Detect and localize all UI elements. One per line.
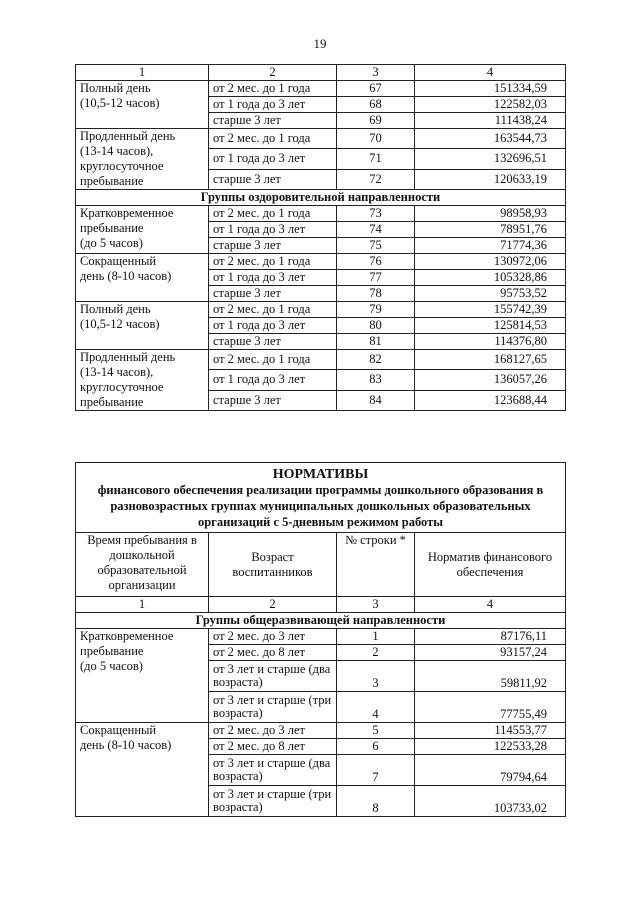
time-of-stay-line: пребывание: [80, 395, 144, 409]
column-number: 3: [337, 597, 415, 613]
line-number-cell: 68: [337, 97, 415, 113]
normative-value-cell: 111438,24: [415, 113, 566, 129]
line-number-cell: 76: [337, 254, 415, 270]
table-heading: [76, 463, 566, 533]
age-cell: от 1 года до 3 лет: [209, 318, 337, 334]
line-number-cell: 2: [337, 645, 415, 661]
age-cell: от 2 мес. до 8 лет: [209, 739, 337, 755]
normative-value-cell: 78951,76: [415, 222, 566, 238]
table-row: [76, 350, 566, 370]
age-cell: старше 3 лет: [209, 113, 337, 129]
column-numbers-row: [76, 65, 566, 81]
table-row: [76, 302, 566, 318]
age-cell: старше 3 лет: [209, 286, 337, 302]
normative-table-mixed-age: [75, 462, 566, 817]
time-of-stay-line: круглосуточное: [80, 159, 164, 173]
line-number-cell: 74: [337, 222, 415, 238]
age-cell: от 3 лет и старше (три возраста): [209, 692, 337, 723]
time-of-stay-line: (до 5 часов): [80, 659, 143, 673]
normative-value-cell: 125814,53: [415, 318, 566, 334]
column-number: 2: [209, 65, 337, 81]
line-number-cell: 80: [337, 318, 415, 334]
column-number: 1: [76, 597, 209, 613]
table-row: [76, 629, 566, 645]
time-of-stay-cell: [76, 302, 209, 350]
age-cell: от 2 мес. до 1 года: [209, 302, 337, 318]
page-number: 19: [313, 36, 327, 51]
time-of-stay-line: (13-14 часов),: [80, 365, 154, 379]
header-time-of-stay: Время пребывания в дошкольной образовательной организации: [76, 533, 209, 597]
time-of-stay-cell: [76, 254, 209, 302]
line-number-cell: 4: [337, 692, 415, 723]
line-number-cell: 69: [337, 113, 415, 129]
time-of-stay-cell: [76, 723, 209, 817]
line-number-cell: 79: [337, 302, 415, 318]
line-number-cell: 3: [337, 661, 415, 692]
section-heading: Группы общеразвивающей направленности: [76, 613, 566, 629]
normative-value-cell: 103733,02: [415, 786, 566, 817]
normative-value-cell: 98958,93: [415, 206, 566, 222]
time-of-stay-line: Сокращенный: [80, 723, 157, 737]
time-of-stay-line: Сокращенный: [80, 254, 157, 268]
time-of-stay-cell: [76, 129, 209, 190]
age-cell: старше 3 лет: [209, 390, 337, 410]
age-cell: от 3 лет и старше (три возраста): [209, 786, 337, 817]
age-cell: от 2 мес. до 1 года: [209, 206, 337, 222]
line-number-cell: 77: [337, 270, 415, 286]
column-number: 4: [415, 597, 566, 613]
time-of-stay-line: (10,5-12 часов): [80, 96, 160, 110]
normative-value-cell: 123688,44: [415, 390, 566, 410]
column-number: 3: [337, 65, 415, 81]
table-row: [76, 129, 566, 149]
time-of-stay-line: пребывание: [80, 644, 144, 658]
time-of-stay-line: Продленный день: [80, 350, 176, 364]
table-row: [76, 206, 566, 222]
line-number-cell: 1: [337, 629, 415, 645]
age-cell: от 3 лет и старше (два возраста): [209, 661, 337, 692]
age-cell: от 1 года до 3 лет: [209, 97, 337, 113]
age-cell: от 2 мес. до 3 лет: [209, 629, 337, 645]
normative-value-cell: 77755,49: [415, 692, 566, 723]
time-of-stay-cell: [76, 206, 209, 254]
normative-value-cell: 114376,80: [415, 334, 566, 350]
header-normative: Норматив финансового обеспечения: [415, 533, 566, 597]
age-cell: от 1 года до 3 лет: [209, 370, 337, 390]
age-cell: от 1 года до 3 лет: [209, 222, 337, 238]
column-number: 1: [76, 65, 209, 81]
line-number-cell: 7: [337, 755, 415, 786]
time-of-stay-line: (10,5-12 часов): [80, 317, 160, 331]
table-subtitle: финансового обеспечения реализации программы дошкольного образования в разновозрастных группах муниципальных дошкольных образовательных организаций с 5-дневным режимом работы: [97, 483, 544, 529]
age-cell: старше 3 лет: [209, 334, 337, 350]
time-of-stay-line: (до 5 часов): [80, 236, 143, 250]
time-of-stay-line: день (8-10 часов): [80, 269, 172, 283]
time-of-stay-cell: [76, 629, 209, 723]
time-of-stay-line: день (8-10 часов): [80, 738, 172, 752]
time-of-stay-line: Полный день: [80, 302, 151, 316]
normative-value-cell: 122533,28: [415, 739, 566, 755]
time-of-stay-line: Кратковременное: [80, 206, 174, 220]
time-of-stay-cell: [76, 350, 209, 411]
normative-value-cell: 151334,59: [415, 81, 566, 97]
line-number-cell: 83: [337, 370, 415, 390]
age-cell: от 2 мес. до 1 года: [209, 350, 337, 370]
line-number-cell: 72: [337, 169, 415, 189]
normative-table-continued: [75, 64, 566, 411]
normative-value-cell: 168127,65: [415, 350, 566, 370]
time-of-stay-line: Продленный день: [80, 129, 176, 143]
line-number-cell: 71: [337, 149, 415, 169]
normative-value-cell: 155742,39: [415, 302, 566, 318]
line-number-cell: 81: [337, 334, 415, 350]
time-of-stay-cell: [76, 81, 209, 129]
header-age: Возраст воспитанников: [209, 533, 337, 597]
time-of-stay-line: пребывание: [80, 221, 144, 235]
line-number-cell: 8: [337, 786, 415, 817]
age-cell: от 2 мес. до 1 года: [209, 129, 337, 149]
normative-value-cell: 130972,06: [415, 254, 566, 270]
table-row: [76, 254, 566, 270]
normative-value-cell: 114553,77: [415, 723, 566, 739]
table-row: [76, 723, 566, 739]
age-cell: от 2 мес. до 1 года: [209, 81, 337, 97]
normative-value-cell: 95753,52: [415, 286, 566, 302]
age-cell: старше 3 лет: [209, 238, 337, 254]
column-number: 4: [415, 65, 566, 81]
table-row: [76, 190, 566, 206]
time-of-stay-line: круглосуточное: [80, 380, 164, 394]
time-of-stay-line: Полный день: [80, 81, 151, 95]
age-cell: от 1 года до 3 лет: [209, 270, 337, 286]
normative-value-cell: 105328,86: [415, 270, 566, 286]
line-number-cell: 70: [337, 129, 415, 149]
age-cell: старше 3 лет: [209, 169, 337, 189]
age-cell: от 2 мес. до 3 лет: [209, 723, 337, 739]
line-number-cell: 67: [337, 81, 415, 97]
normative-value-cell: 136057,26: [415, 370, 566, 390]
normative-value-cell: 120633,19: [415, 169, 566, 189]
age-cell: от 2 мес. до 8 лет: [209, 645, 337, 661]
line-number-cell: 73: [337, 206, 415, 222]
normative-value-cell: 79794,64: [415, 755, 566, 786]
table-row: [76, 81, 566, 97]
normative-value-cell: 71774,36: [415, 238, 566, 254]
column-number: 2: [209, 597, 337, 613]
line-number-cell: 6: [337, 739, 415, 755]
age-cell: от 3 лет и старше (два возраста): [209, 755, 337, 786]
time-of-stay-line: Кратковременное: [80, 629, 174, 643]
line-number-cell: 82: [337, 350, 415, 370]
time-of-stay-line: пребывание: [80, 174, 144, 188]
time-of-stay-line: (13-14 часов),: [80, 144, 154, 158]
age-cell: от 2 мес. до 1 года: [209, 254, 337, 270]
normative-value-cell: 163544,73: [415, 129, 566, 149]
line-number-cell: 5: [337, 723, 415, 739]
normative-value-cell: 59811,92: [415, 661, 566, 692]
normative-value-cell: 122582,03: [415, 97, 566, 113]
line-number-cell: 78: [337, 286, 415, 302]
normative-value-cell: 132696,51: [415, 149, 566, 169]
table-title: НОРМАТИВЫ: [272, 467, 369, 482]
normative-value-cell: 93157,24: [415, 645, 566, 661]
line-number-cell: 84: [337, 390, 415, 410]
line-number-cell: 75: [337, 238, 415, 254]
section-heading: Группы оздоровительной направленности: [76, 190, 566, 206]
age-cell: от 1 года до 3 лет: [209, 149, 337, 169]
normative-value-cell: 87176,11: [415, 629, 566, 645]
header-line-number: № строки *: [337, 533, 415, 597]
